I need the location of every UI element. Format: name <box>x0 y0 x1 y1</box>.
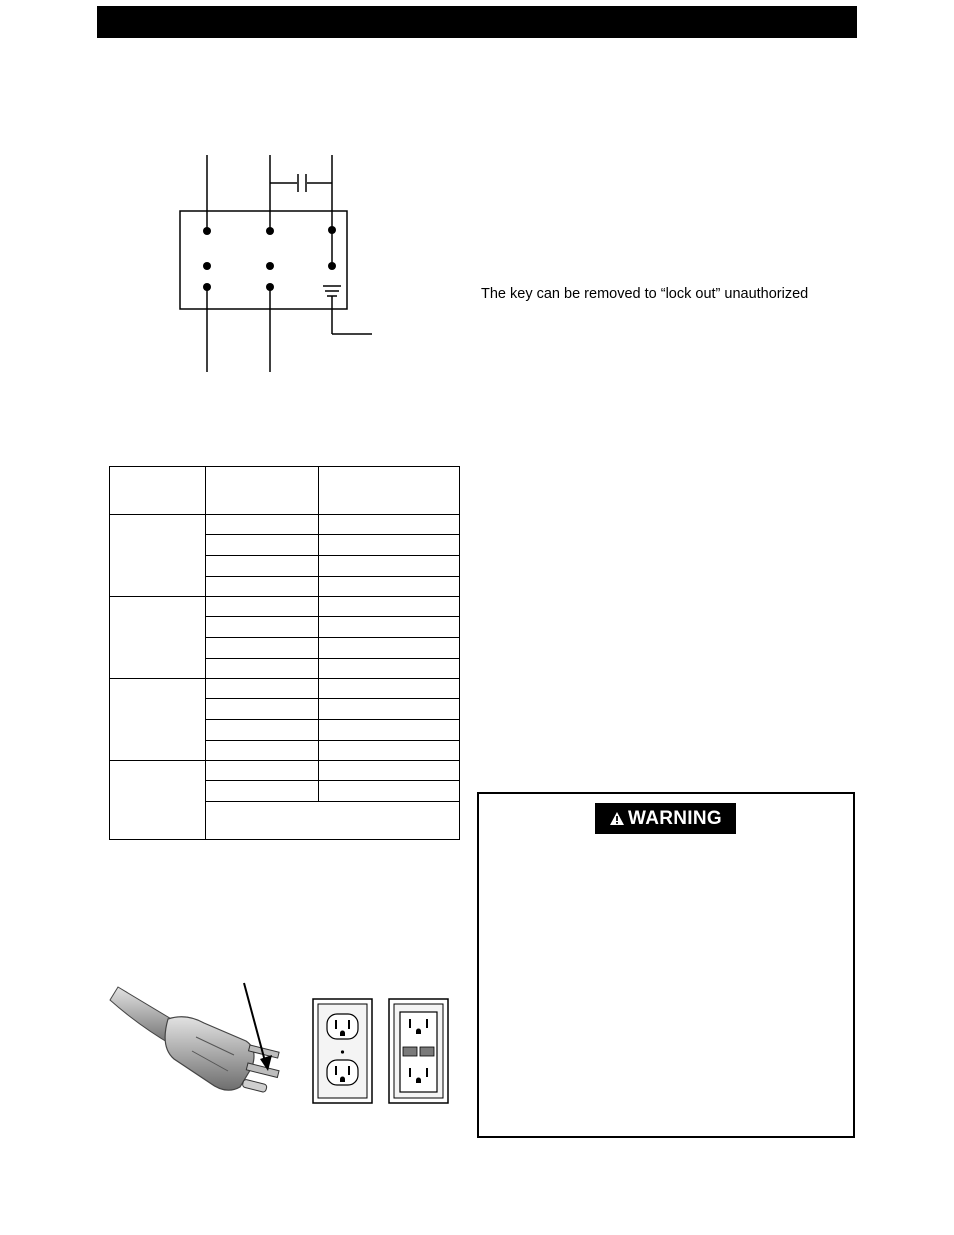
table-row <box>110 761 460 781</box>
warning-label <box>595 803 736 834</box>
warning-box <box>477 792 855 1138</box>
warning-label-text: WARNING <box>628 807 722 829</box>
key-lockout-text: The key can be removed to “lock out” unauthorized <box>481 286 809 302</box>
duplex-outlet-image <box>312 998 374 1105</box>
gfci-outlet-image <box>388 998 450 1105</box>
table-row <box>110 679 460 699</box>
switch-wiring-diagram <box>170 150 380 380</box>
table-row <box>110 597 460 617</box>
header-bar <box>97 6 857 38</box>
table-row <box>110 515 460 535</box>
table-row <box>110 467 460 515</box>
warning-triangle-icon <box>609 811 625 826</box>
wire-gauge-table <box>109 466 460 840</box>
grounded-plug-image <box>108 975 288 1105</box>
